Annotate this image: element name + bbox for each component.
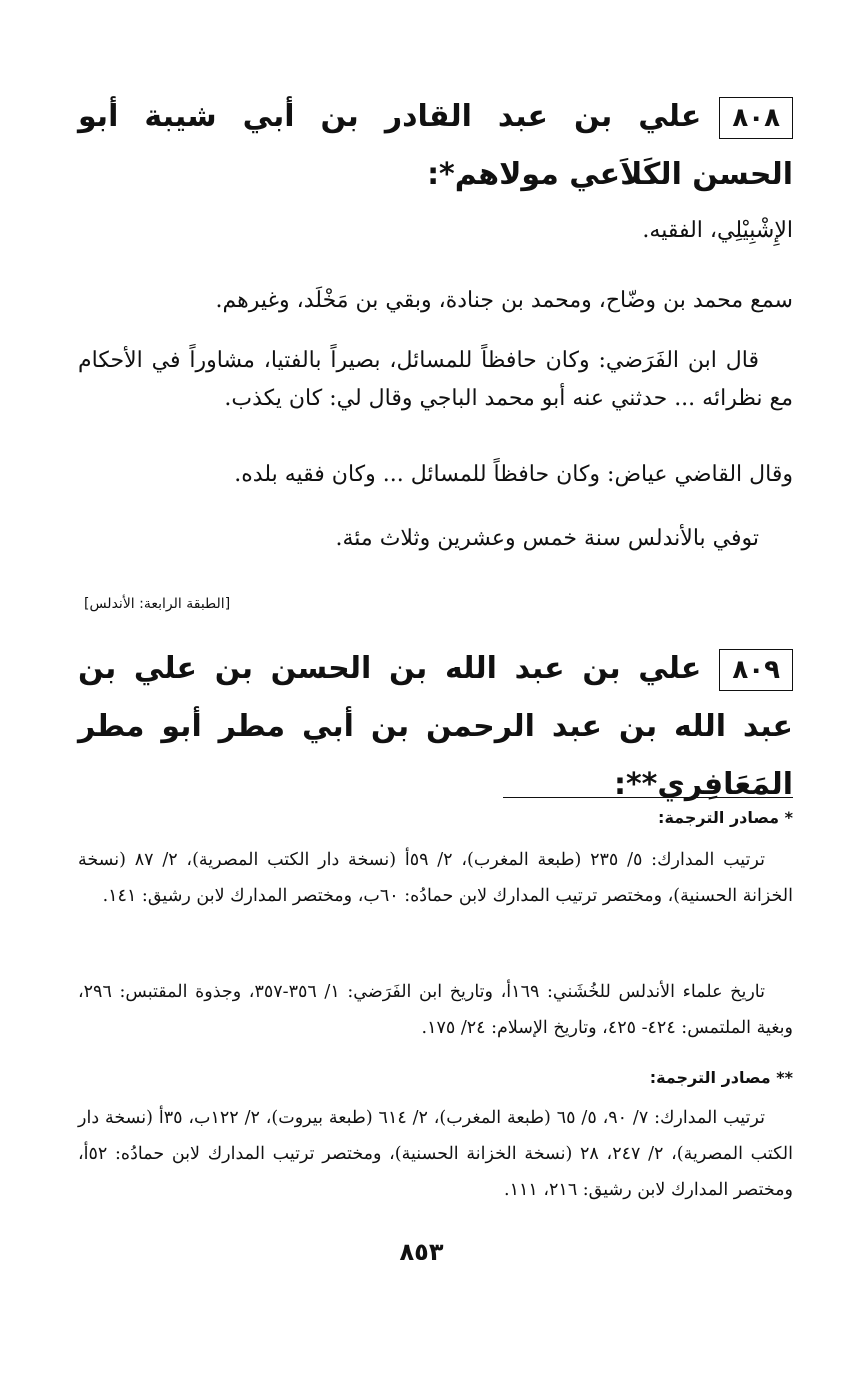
entry-808-teachers: سمع محمد بن وضّاح، ومحمد بن جنادة، وبقي بن مَخْلَد، وغيرهم. — [215, 288, 793, 313]
footnote-1-heading: * مصادر الترجمة: — [658, 808, 793, 827]
entry-808-ibn-faradi-quote: قال ابن الفَرَضي: وكان حافظاً للمسائل، بصيراً بالفتيا، مشاوراً في الأحكام مع نظرائه ... حدثني عنه أبو محمد الباجي وقال لي: كان يكذب. — [78, 348, 793, 411]
entry-808-heading — [78, 88, 793, 204]
entry-808-nisba: الإِشْبِيْلِي، الفقيه. — [642, 218, 793, 243]
entry-808-iyad-quote: وقال القاضي عياض: وكان حافظاً للمسائل ... وكان فقيه بلده. — [234, 462, 793, 487]
footnote-2-heading: ** مصادر الترجمة: — [649, 1068, 793, 1087]
entry-808-number: ٨٠٨ — [719, 97, 793, 139]
page-number: ٨٥٣ — [399, 1238, 444, 1266]
footnote-divider — [503, 797, 793, 798]
footnote-1-text-b: تاريخ علماء الأندلس للخُشَني: ١٦٩أ، وتاريخ ابن الفَرَضي: ١/ ٣٥٦-٣٥٧، وجذوة المقتبس: ٢٩٦، وبغية الملتمس: ٤٢٤- ٤٢٥، وتاريخ الإسلام: ٢٤/ ١٧٥. — [78, 982, 793, 1038]
entry-808-death: توفي بالأندلس سنة خمس وعشرين وثلاث مئة. — [335, 526, 759, 551]
entry-809-number: ٨٠٩ — [719, 649, 793, 691]
section-tag: [الطبقة الرابعة: الأندلس] — [84, 596, 231, 612]
entry-808-title: علي بن عبد القادر بن أبي شيبة أبو الحسن الكَلاَعي مولاهم*: — [78, 99, 793, 192]
entry-809-heading — [78, 640, 793, 814]
entry-809-title: علي بن عبد الله بن الحسن بن علي بن عبد الله بن عبد الرحمن بن أبي مطر أبو مطر المَعَافِري**: — [78, 651, 793, 802]
footnote-1-text-a: ترتيب المدارك: ٥/ ٢٣٥ (طبعة المغرب)، ٢/ ٥٩أ (نسخة دار الكتب المصرية)، ٢/ ٨٧ (نسخة الخزانة الحسنية)، ومختصر ترتيب المدارك لابن حمادُه: ٦٠ب، ومختصر المدارك لابن رشيق: ١٤١. — [78, 850, 793, 906]
footnote-2-text-a: ترتيب المدارك: ٧/ ٩٠، ٥/ ٦٥ (طبعة المغرب)، ٢/ ٦١٤ (طبعة بيروت)، ٢/ ١٢٢ب، ٣٥أ (نسخة دار الكتب المصرية)، ٢/ ٢٤٧، ٢٨ (نسخة الخزانة الحسنية)، ومختصر ترتيب المدارك لابن حمادُه: ٥٢أ، ومختصر المدارك لابن رشيق: ٢١٦، ١١١. — [78, 1108, 793, 1200]
